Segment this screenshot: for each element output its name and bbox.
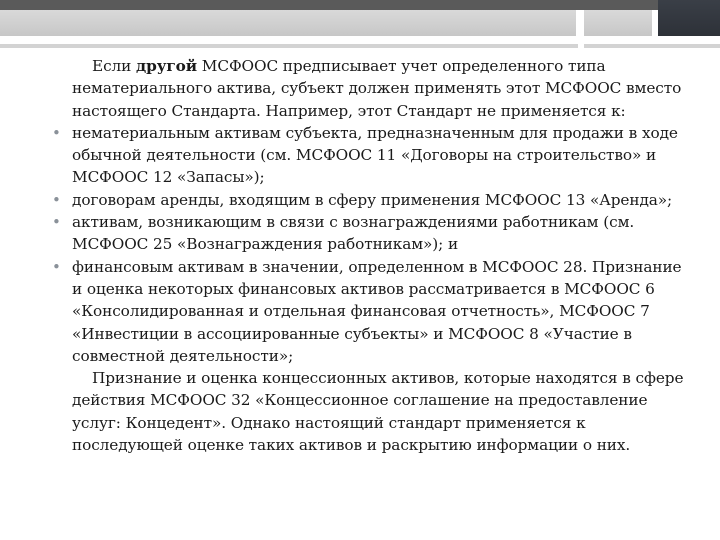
header-accent xyxy=(0,10,720,36)
bullet-icon: • xyxy=(52,190,61,209)
intro-bold-word: другой xyxy=(136,57,198,75)
list-item xyxy=(50,256,690,367)
slide-body xyxy=(50,55,690,456)
intro-paragraph xyxy=(50,55,690,122)
accent-band-left xyxy=(0,10,576,36)
accent-band-middle xyxy=(584,10,652,36)
list-item xyxy=(50,189,690,211)
list-item-text: договорам аренды, входящим в сферу применения МСФООС 13 «Аренда»; xyxy=(72,190,673,209)
list-item-text: нематериальным активам субъекта, предназначенным для продажи в ходе обычной деятельности (см. МСФООС 11 «Договоры на строительство» и МСФООС 12 «Запасы»); xyxy=(72,123,678,187)
concession-paragraph: Признание и оценка концессионных активов, которые находятся в сфере действия МСФООС 32 «Концессионное соглашение на предоставление услуг: Концедент». Однако настоящий стандарт применяется к последующей оценке таких активов и раскрытию информации о них. xyxy=(72,369,684,455)
list-item-text: активам, возникающим в связи с вознаграждениями работникам (см. МСФООС 25 «Вознаграждения работникам»); и xyxy=(72,213,635,254)
list-item-text: финансовым активам в значении, определенном в МСФООС 28. Признание и оценка некоторых финансовых активов рассматривается в МСФООС 6 «Консолидированная и отдельная финансовая отчетность», МСФООС 7 «Инвестиции в ассоциированные субъекты» и МСФООС 8 «Участие в совместной деятельности»; xyxy=(72,257,682,365)
accent-line-right xyxy=(584,44,720,48)
bullet-icon: • xyxy=(52,123,61,142)
top-bar xyxy=(0,0,720,10)
accent-line-left xyxy=(0,44,578,48)
exclusions-list xyxy=(50,122,690,367)
bullet-icon: • xyxy=(52,257,61,276)
intro-lead: Если xyxy=(92,57,137,75)
list-item xyxy=(50,122,690,189)
list-item xyxy=(50,211,690,256)
intro-rest: МСФООС предписывает учет определенного типа нематериального актива, субъект должен применять этот МСФООС вместо настоящего Стандарта. Например, этот Стандарт не применяется к: xyxy=(72,57,682,120)
corner-block xyxy=(658,0,720,36)
bullet-icon: • xyxy=(52,213,61,232)
